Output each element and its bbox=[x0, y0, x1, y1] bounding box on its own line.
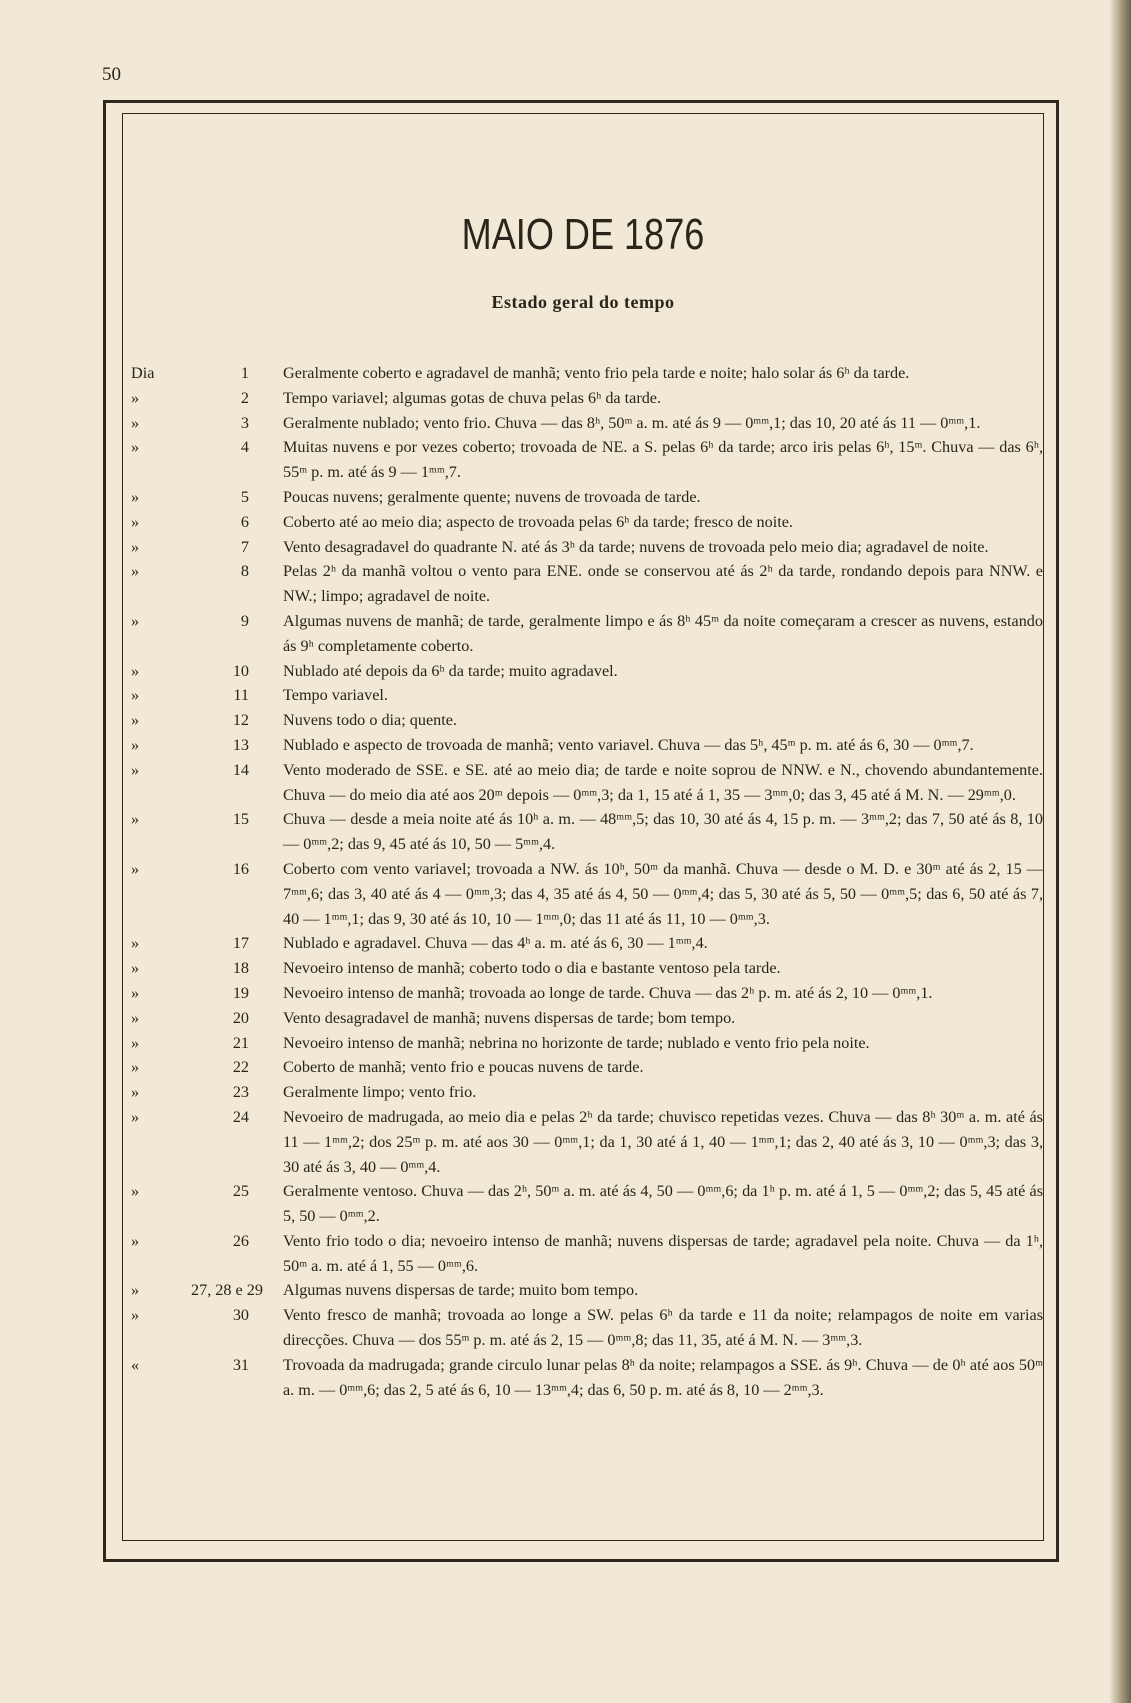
ditto-mark: » bbox=[131, 1083, 140, 1102]
entry-row bbox=[123, 361, 1043, 386]
page-number: 50 bbox=[102, 64, 121, 85]
weather-description: Algumas nuvens dispersas de tarde; muito bom tempo. bbox=[283, 1281, 639, 1300]
ditto-mark: » bbox=[131, 1058, 140, 1077]
ditto-mark: » bbox=[131, 959, 140, 978]
entry-row bbox=[123, 559, 1043, 609]
table-inner-frame bbox=[122, 113, 1044, 1541]
entry-row bbox=[123, 435, 1043, 485]
weather-description: Geralmente nublado; vento frio. Chuva — das 8ʰ, 50ᵐ a. m. até ás 9 — 0ᵐᵐ,1; das 10, 20 até ás 11 — 0ᵐᵐ,1. bbox=[283, 413, 981, 432]
day-number: 24 bbox=[232, 1107, 249, 1126]
ditto-mark: » bbox=[131, 611, 140, 630]
day-number: 3 bbox=[240, 413, 249, 432]
entry-row bbox=[123, 758, 1043, 808]
weather-description: Vento desagradavel do quadrante N. até ás 3ʰ da tarde; nuvens de trovoada pelo meio dia; agradavel de noite. bbox=[283, 537, 989, 556]
entry-row bbox=[123, 1080, 1043, 1105]
ditto-mark: » bbox=[131, 983, 140, 1002]
day-number: 6 bbox=[240, 512, 249, 531]
page-title: MAIO DE 1876 bbox=[461, 210, 705, 259]
day-number: 16 bbox=[232, 859, 249, 878]
entry-row bbox=[123, 1229, 1043, 1279]
day-number: 23 bbox=[232, 1083, 249, 1102]
day-number: 30 bbox=[232, 1306, 249, 1325]
weather-description: Poucas nuvens; geralmente quente; nuvens de trovoada de tarde. bbox=[283, 487, 701, 506]
weather-description: Vento frio todo o dia; nevoeiro intenso de manhã; nuvens dispersas de tarde; agradavel pela noite. Chuva — da 1ʰ, 50ᵐ a. m. até á 1, 55 — 0ᵐᵐ,6. bbox=[283, 1231, 1043, 1275]
day-number: 14 bbox=[232, 760, 249, 779]
entry-row bbox=[123, 931, 1043, 956]
ditto-mark: » bbox=[131, 438, 140, 457]
entry-row bbox=[123, 857, 1043, 931]
entry-row bbox=[123, 1006, 1043, 1031]
weather-description: Vento fresco de manhã; trovoada ao longe a SW. pelas 6ʰ da tarde e 11 da noite; relampagos de noite em varias direcções. Chuva — dos 55ᵐ p. m. até ás 2, 15 — 0ᵐᵐ,8; das 11, 35, até á M. N. — 3ᵐᵐ,3. bbox=[283, 1306, 1043, 1350]
day-number: 15 bbox=[232, 810, 249, 829]
section-subtitle: Estado geral do tempo bbox=[491, 292, 675, 312]
day-number: 22 bbox=[232, 1058, 249, 1077]
ditto-mark: » bbox=[131, 1107, 140, 1126]
ditto-mark: » bbox=[131, 388, 140, 407]
day-number: 9 bbox=[240, 611, 249, 630]
entry-row bbox=[123, 609, 1043, 659]
weather-description: Nevoeiro intenso de manhã; trovoada ao longe de tarde. Chuva — das 2ʰ p. m. até ás 2, 10 — 0ᵐᵐ,1. bbox=[283, 983, 933, 1002]
day-number: 21 bbox=[232, 1033, 249, 1052]
entry-row bbox=[123, 1031, 1043, 1056]
entry-row bbox=[123, 683, 1043, 708]
weather-description: Nublado e agradavel. Chuva — das 4ʰ a. m. até ás 6, 30 — 1ᵐᵐ,4. bbox=[283, 934, 708, 953]
weather-description: Nevoeiro intenso de manhã; nebrina no horizonte de tarde; nublado e vento frio pela noite. bbox=[283, 1033, 870, 1052]
weather-description: Nuvens todo o dia; quente. bbox=[283, 711, 457, 730]
ditto-mark: » bbox=[131, 1306, 140, 1325]
ditto-mark: » bbox=[131, 711, 140, 730]
entry-row bbox=[123, 510, 1043, 535]
entry-row bbox=[123, 386, 1043, 411]
ditto-mark: » bbox=[131, 537, 140, 556]
weather-description: Vento moderado de SSE. e SE. até ao meio dia; de tarde e noite soprou de NNW. e N., chovendo abundantemente. Chuva — do meio dia até aos 20ᵐ depois — 0ᵐᵐ,3; da 1, 15 até á 1, 35 — 3ᵐᵐ,0; das 3, 45 até á M. N. — 29ᵐᵐ,0. bbox=[283, 760, 1043, 804]
ditto-mark: » bbox=[131, 661, 140, 680]
day-number: 10 bbox=[232, 661, 249, 680]
ditto-mark: » bbox=[131, 1008, 140, 1027]
weather-description: Tempo variavel. bbox=[283, 686, 388, 705]
ditto-mark: » bbox=[131, 859, 140, 878]
day-number: 18 bbox=[232, 959, 249, 978]
day-number: 17 bbox=[232, 934, 249, 953]
ditto-mark: » bbox=[131, 413, 140, 432]
weather-description: Nevoeiro intenso de manhã; coberto todo o dia e bastante ventoso pela tarde. bbox=[283, 959, 781, 978]
table-frame bbox=[103, 100, 1059, 1562]
weather-description: Nublado e aspecto de trovoada de manhã; vento variavel. Chuva — das 5ʰ, 45ᵐ p. m. até ás 6, 30 — 0ᵐᵐ,7. bbox=[283, 735, 974, 754]
day-number: 2 bbox=[240, 388, 249, 407]
weather-description: Geralmente ventoso. Chuva — das 2ʰ, 50ᵐ a. m. até ás 4, 50 — 0ᵐᵐ,6; da 1ʰ p. m. até á 1, 5 — 0ᵐᵐ,2; das 5, 45 até ás 5, 50 — 0ᵐᵐ,2. bbox=[283, 1182, 1043, 1226]
day-number: 20 bbox=[232, 1008, 249, 1027]
weather-description: Tempo variavel; algumas gotas de chuva pelas 6ʰ da tarde. bbox=[283, 388, 662, 407]
entry-row bbox=[123, 981, 1043, 1006]
day-number: 27, 28 e 29 bbox=[191, 1281, 263, 1300]
day-number: 13 bbox=[232, 735, 249, 754]
entry-row bbox=[123, 956, 1043, 981]
ditto-mark: » bbox=[131, 1231, 140, 1250]
weather-description: Nublado até depois da 6ʰ da tarde; muito agradavel. bbox=[283, 661, 618, 680]
entry-row bbox=[123, 1353, 1043, 1403]
weather-description: Vento desagradavel de manhã; nuvens dispersas de tarde; bom tempo. bbox=[283, 1008, 736, 1027]
day-number: 5 bbox=[240, 487, 249, 506]
entry-row bbox=[123, 708, 1043, 733]
weather-description: Algumas nuvens de manhã; de tarde, geralmente limpo e ás 8ʰ 45ᵐ da noite começaram a crescer as nuvens, estando ás 9ʰ completamente coberto. bbox=[283, 611, 1043, 655]
ditto-mark: » bbox=[131, 810, 140, 829]
entry-row bbox=[123, 807, 1043, 857]
weather-description: Geralmente limpo; vento frio. bbox=[283, 1083, 477, 1102]
ditto-mark: » bbox=[131, 562, 140, 581]
entry-row bbox=[123, 1303, 1043, 1353]
ditto-mark: » bbox=[131, 487, 140, 506]
weather-description: Chuva — desde a meia noite até ás 10ʰ a. m. — 48ᵐᵐ,5; das 10, 30 até ás 4, 15 p. m. — 3ᵐᵐ,2; das 7, 50 até ás 8, 10 — 0ᵐᵐ,2; das 9, 45 até ás 10, 50 — 5ᵐᵐ,4. bbox=[283, 810, 1043, 854]
ditto-mark: » bbox=[131, 686, 140, 705]
day-number: 11 bbox=[233, 686, 249, 705]
ditto-mark: » bbox=[131, 934, 140, 953]
ditto-mark: » bbox=[131, 512, 140, 531]
entry-row bbox=[123, 1105, 1043, 1179]
weather-description: Nevoeiro de madrugada, ao meio dia e pelas 2ʰ da tarde; chuvisco repetidas vezes. Chuva — das 8ʰ 30ᵐ a. m. até ás 11 — 1ᵐᵐ,2; dos 25ᵐ p. m. até aos 30 — 0ᵐᵐ,1; da 1, 30 até á 1, 40 — 1ᵐᵐ,1; das 2, 40 até ás 3, 10 — 0ᵐᵐ,3; das 3, 30 até ás 3, 40 — 0ᵐᵐ,4. bbox=[283, 1107, 1043, 1176]
page-edge-shadow bbox=[1109, 0, 1131, 1703]
weather-description: Coberto com vento variavel; trovoada a NW. ás 10ʰ, 50ᵐ da manhã. Chuva — desde o M. D. e 30ᵐ até ás 2, 15 — 7ᵐᵐ,6; das 3, 40 até ás 4 — 0ᵐᵐ,3; das 4, 35 até ás 4, 50 — 0ᵐᵐ,4; das 5, 30 até ás 5, 50 — 0ᵐᵐ,5; das 6, 50 até ás 7, 40 — 1ᵐᵐ,1; das 9, 30 até ás 10, 10 — 1ᵐᵐ,0; das 11 até ás 11, 10 — 0ᵐᵐ,3. bbox=[283, 859, 1043, 928]
weather-description: Trovoada da madrugada; grande circulo lunar pelas 8ʰ da noite; relampagos a SSE. ás 9ʰ. Chuva — de 0ʰ até aos 50ᵐ a. m. — 0ᵐᵐ,6; das 2, 5 até ás 6, 10 — 13ᵐᵐ,4; das 6, 50 p. m. até ás 8, 10 — 2ᵐᵐ,3. bbox=[283, 1355, 1043, 1399]
day-number: 31 bbox=[232, 1355, 249, 1374]
entry-row bbox=[123, 535, 1043, 560]
ditto-mark: « bbox=[131, 1355, 140, 1374]
entry-row bbox=[123, 485, 1043, 510]
entry-row bbox=[123, 411, 1043, 436]
weather-description: Muitas nuvens e por vezes coberto; trovoada de NE. a S. pelas 6ʰ da tarde; arco iris pelas 6ʰ, 15ᵐ. Chuva — das 6ʰ, 55ᵐ p. m. até ás 9 — 1ᵐᵐ,7. bbox=[283, 438, 1043, 482]
entry-row bbox=[123, 1055, 1043, 1080]
ditto-mark: » bbox=[131, 1033, 140, 1052]
entry-row bbox=[123, 1179, 1043, 1229]
ditto-mark: » bbox=[131, 1281, 140, 1300]
day-number: 26 bbox=[232, 1231, 249, 1250]
day-number: 4 bbox=[240, 438, 249, 457]
weather-entries bbox=[123, 361, 1043, 1402]
entry-row bbox=[123, 659, 1043, 684]
ditto-mark: » bbox=[131, 1182, 140, 1201]
ditto-mark: Dia bbox=[131, 364, 155, 382]
day-number: 12 bbox=[232, 711, 249, 730]
weather-description: Coberto de manhã; vento frio e poucas nuvens de tarde. bbox=[283, 1058, 644, 1077]
entry-row bbox=[123, 1278, 1043, 1303]
ditto-mark: » bbox=[131, 735, 140, 754]
day-number: 19 bbox=[232, 983, 249, 1002]
day-number: 7 bbox=[240, 537, 249, 556]
day-number: 1 bbox=[240, 364, 249, 382]
weather-description: Geralmente coberto e agradavel de manhã; vento frio pela tarde e noite; halo solar ás 6ʰ da tarde. bbox=[283, 364, 910, 382]
day-number: 25 bbox=[232, 1182, 249, 1201]
day-number: 8 bbox=[240, 562, 249, 581]
ditto-mark: » bbox=[131, 760, 140, 779]
weather-description: Pelas 2ʰ da manhã voltou o vento para ENE. onde se conservou até ás 2ʰ da tarde, rondando depois para NNW. e NW.; limpo; agradavel de noite. bbox=[283, 562, 1043, 606]
weather-description: Coberto até ao meio dia; aspecto de trovoada pelas 6ʰ da tarde; fresco de noite. bbox=[283, 512, 793, 531]
entry-row bbox=[123, 733, 1043, 758]
